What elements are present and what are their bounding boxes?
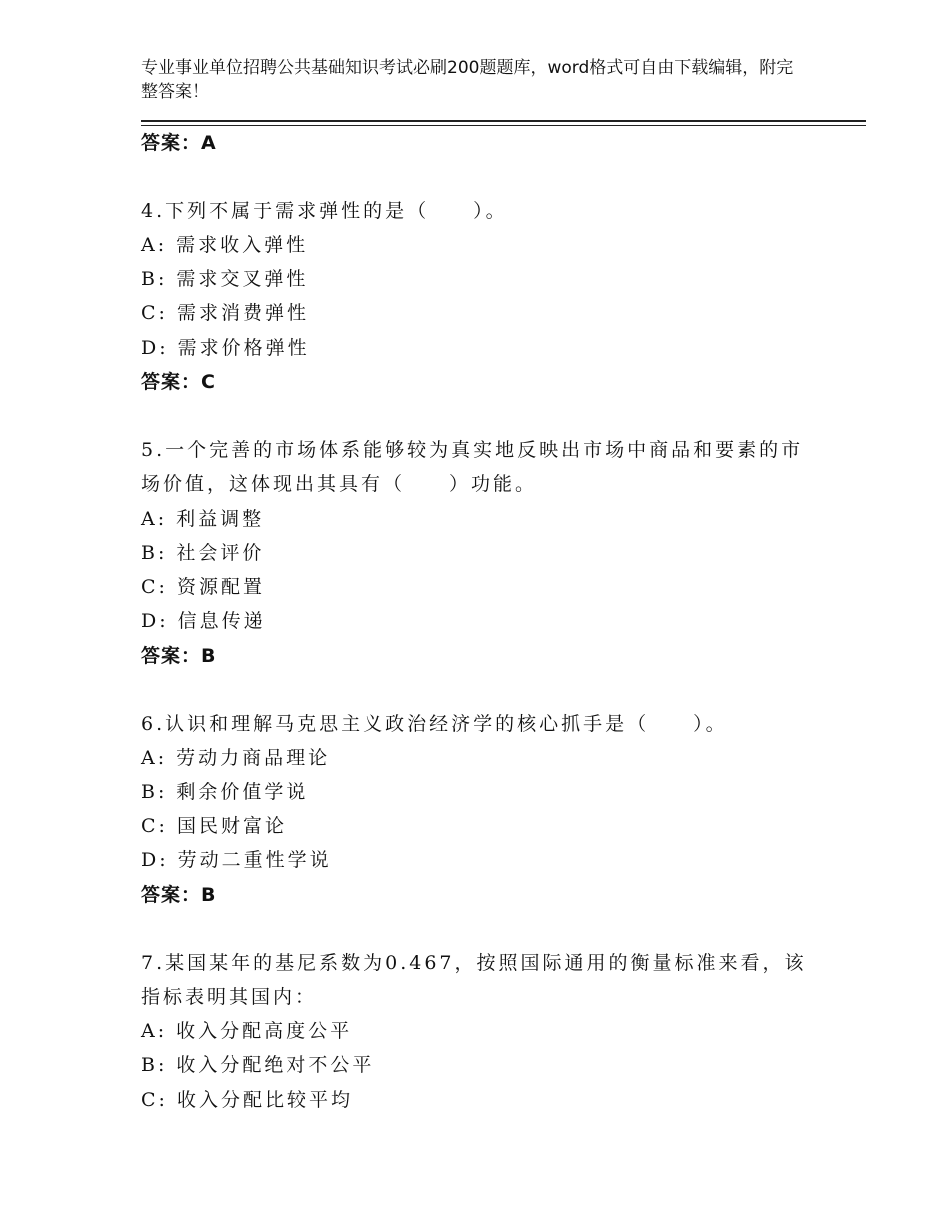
- question-6-option-d: D: 劳动二重性学说: [141, 849, 332, 871]
- question-4-option-b: B: 需求交叉弹性: [141, 268, 309, 290]
- header-divider-thick: [141, 120, 866, 122]
- question-5-option-b: B: 社会评价: [141, 542, 265, 564]
- question-6-option-b: B: 剩余价值学说: [141, 781, 309, 803]
- question-5-option-d: D: 信息传递: [141, 610, 266, 632]
- question-5-option-c: C: 资源配置: [141, 576, 265, 598]
- question-4-stem: 4.下列不属于需求弹性的是（ ）。: [141, 200, 508, 222]
- question-7-option-b: B: 收入分配绝对不公平: [141, 1054, 375, 1076]
- question-6-option-a: A: 劳动力商品理论: [141, 747, 331, 769]
- answer-q6: 答案：B: [141, 884, 217, 906]
- question-7-option-c: C: 收入分配比较平均: [141, 1089, 353, 1111]
- question-7-option-a: A: 收入分配高度公平: [141, 1020, 353, 1042]
- header-divider-thin: [141, 125, 866, 126]
- question-4-option-c: C: 需求消费弹性: [141, 302, 309, 324]
- question-6-option-c: C: 国民财富论: [141, 815, 287, 837]
- question-5-option-a: A: 利益调整: [141, 508, 265, 530]
- answer-q5: 答案：B: [141, 645, 217, 667]
- question-7-stem: 7.某国某年的基尼系数为0.467，按照国际通用的衡量标准来看，该指标表明其国内：: [141, 952, 807, 1008]
- question-6-stem: 6.认识和理解马克思主义政治经济学的核心抓手是（ ）。: [141, 713, 728, 735]
- question-5-stem: 5.一个完善的市场体系能够较为真实地反映出市场中商品和要素的市场价值，这体现出其具有（ ）功能。: [141, 439, 804, 495]
- answer-q3: 答案：A: [141, 132, 217, 154]
- document-header: 专业事业单位招聘公共基础知识考试必刷200题题库，word格式可自由下载编辑，附完整答案！: [141, 58, 794, 102]
- question-4-option-d: D: 需求价格弹性: [141, 337, 310, 359]
- question-4-option-a: A: 需求收入弹性: [141, 234, 309, 256]
- answer-q4: 答案：C: [141, 371, 216, 393]
